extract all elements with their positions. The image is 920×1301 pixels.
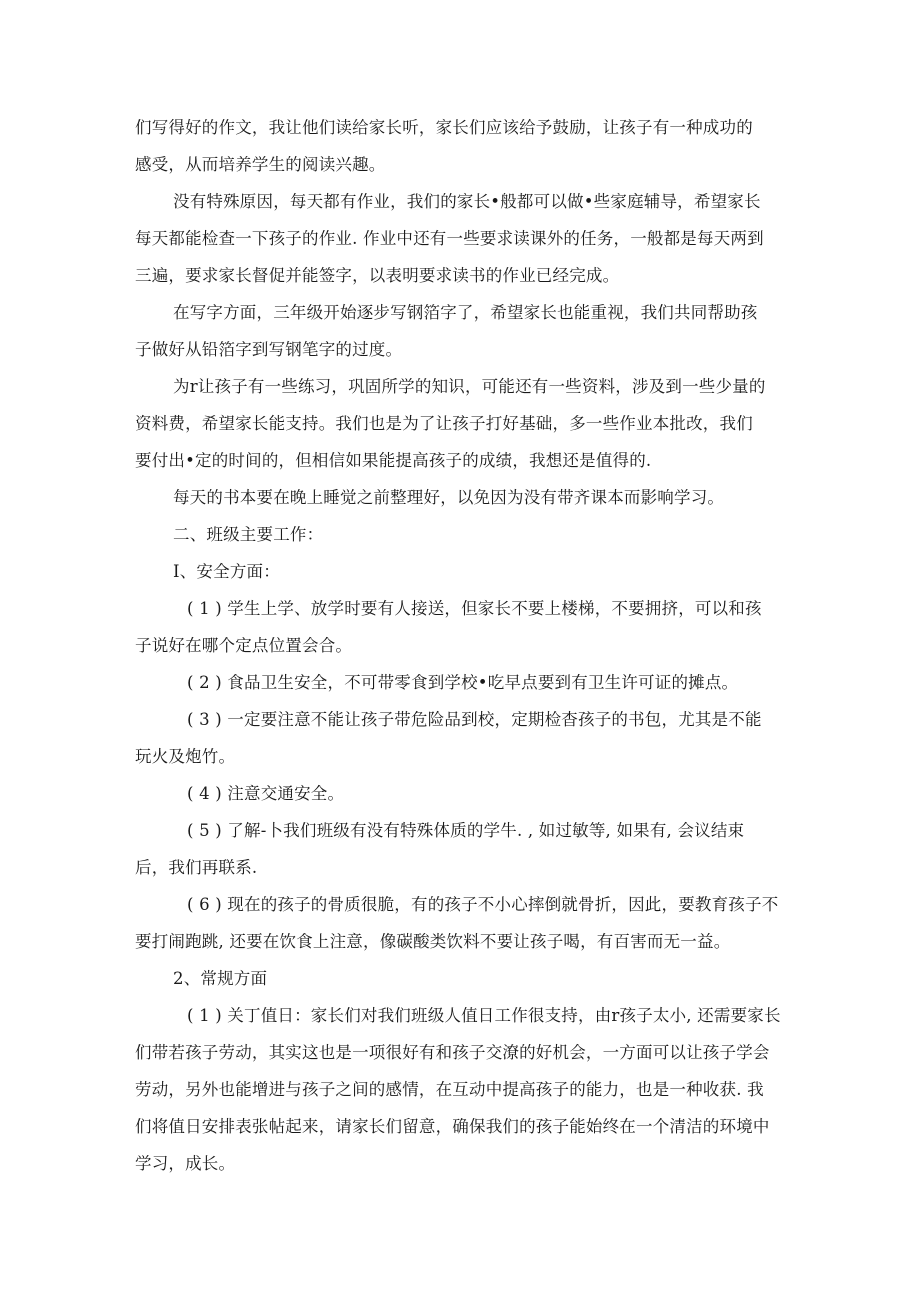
list-item: ( 2 ) 食品卫生安全，不可带零食到学校•吃早点要到有卫生许可证的摊点。 [187,673,739,692]
text-line: 三遍，要求家长督促并能签字，以表明要求读书的作业已经完成。 [135,266,620,285]
text-line: 没有特殊原因，每天都有作业，我们的家长•般都可以做•些家庭辅导，希望家长 [173,192,761,211]
text-line: 后，我们再联系. [135,858,258,877]
text-line: 子做好从铅箔字到写钢笔字的过度。 [135,340,403,359]
list-item: ( 6 ) 现在的孩子的骨质很脆，有的孩子不小心摔倒就骨折，因此，要教育孩子不 [187,895,779,914]
text-line: 每天都能检查一下孩子的作业. 作业中还有一些要求读课外的任务，一般都是每天两到 [135,229,764,248]
text-line: 子说好在哪个定点位置会合。 [135,636,353,655]
list-item: ( 4 ) 注意交通安全。 [187,784,345,803]
subsection-heading: 2、常规方面 [173,969,268,988]
text-line: 劳动，另外也能增进与孩子之间的感情，在互动中提高孩子的能力，也是一种收获. 我 [135,1080,764,1099]
text-line: 们将值日安排表张帖起来，请家长们留意，确保我们的孩子能始终在一个清洁的环境中 [135,1117,770,1136]
list-item: ( 1 ) 学生上学、放学时要有人接送，但家长不要上楼梯，不要拥挤，可以和孩 [187,599,762,618]
text-line: 玩火及炮竹。 [135,747,236,766]
list-item: ( 1 ) 关丁值日：家长们对我们班级人值日工作很支持，由r孩子太小, 还需要家长 [187,1006,781,1025]
text-line: 每天的书本要在晚上睡觉之前整理好，以免因为没有带齐课本而影响学习。 [173,488,725,507]
section-heading: 二、班级主要工作： [173,525,324,544]
subsection-heading: I、安全方面： [173,562,280,581]
text-line: 感受，从而培养学生的阅读兴趣。 [135,155,386,174]
text-line: 学习，成长。 [135,1154,236,1173]
text-line: 要付出•定的时间的，但相信如果能提高孩子的成绩，我想还是值得的. [135,451,652,470]
text-line: 们带若孩子劳动，其实这也是一项很好有和孩子交潦的好机会，一方面可以让孩子学会 [135,1043,770,1062]
text-line: 为r让孩子有一些练习，巩固所学的知识，可能还有一些资料，涉及到一些少量的 [173,377,766,396]
text-line: 资料费，希望家长能支持。我们也是为了让孩子打好基础，多一些作业本批改，我们 [135,414,753,433]
text-line: 们写得好的作文，我让他们读给家长听，家长们应该给予鼓励，让孩子有一种成功的 [135,118,753,137]
list-item: ( 5 ) 了解-卜我们班级有没有特殊体质的学牛. , 如过敏等, 如果有, 会议结束 [187,821,745,840]
list-item: ( 3 ) 一定要注意不能让孩子带危险品到校，定期检杳孩子的书包，尤其是不能 [187,710,762,729]
text-line: 在写字方面，三年级开始逐步写钢箔字了，希望家长也能重视，我们共同帮助孩 [173,303,758,322]
text-line: 要打闹跑跳, 还要在饮食上注意，像碳酸类饮料不要让孩子喝，有百害而无一益。 [135,932,731,951]
